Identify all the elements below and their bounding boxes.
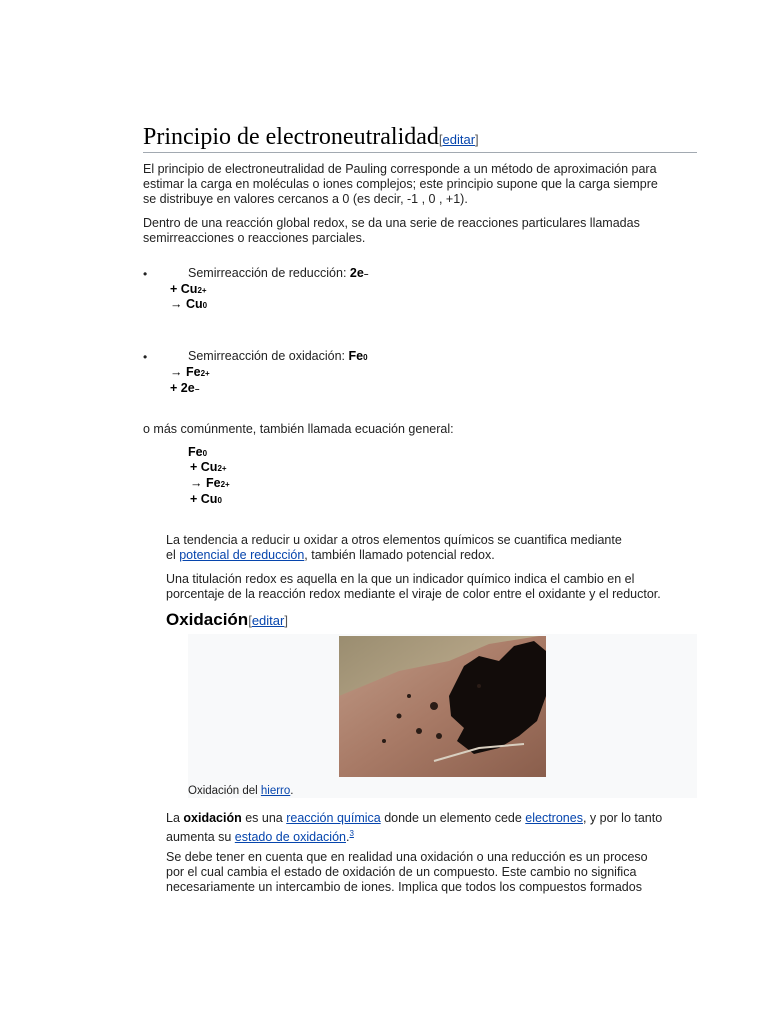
oxidation-line-3: + 2e− bbox=[170, 381, 200, 395]
list-item-oxidation: Semirreacción de oxidación: Fe0 bbox=[188, 349, 368, 363]
reduction-line-3: → Cu0 bbox=[170, 297, 208, 311]
edit-link[interactable]: [editar] bbox=[438, 132, 479, 147]
reduction-label: Semirreacción de reducción: bbox=[188, 266, 350, 280]
link-potencial-reduccion[interactable]: potencial de reducción bbox=[179, 548, 305, 562]
section-title: Oxidación bbox=[166, 610, 249, 629]
equation-line-1: Fe0 bbox=[188, 445, 208, 459]
section-heading-electroneutralidad bbox=[143, 124, 479, 151]
link-estado-oxidacion[interactable]: estado de oxidación bbox=[234, 830, 346, 845]
paragraph-redox-global: Dentro de una reacción global redox, se da una serie de reacciones particulares llamadas semirreacciones o reacciones parciales. bbox=[143, 216, 640, 245]
reduction-line-2: + Cu2+ bbox=[170, 282, 207, 296]
paragraph-titulacion: Una titulación redox es aquella en la que un indicador químico indica el cambio en el porcentaje de la reacción redox mediante el viraje de color entre el oxidante y el reductor. bbox=[166, 572, 661, 601]
paragraph-oxidacion-process: Se debe tener en cuenta que en realidad una oxidación o una reducción es un proceso por el cual cambia el estado de oxidación de un compuesto. Este cambio no significa necesariamente un intercambio de iones. Implica que todos los compuestos formados bbox=[166, 850, 648, 894]
link-electrones[interactable]: electrones bbox=[525, 811, 583, 825]
equation-line-3: → Fe2+ bbox=[190, 476, 230, 490]
figure-caption: Oxidación del hierro. bbox=[188, 785, 294, 797]
bullet-dot: • bbox=[143, 267, 148, 281]
list-item-reduction: Semirreacción de reducción: 2e− bbox=[188, 266, 369, 280]
paragraph-tendency: La tendencia a reducir u oxidar a otros elementos químicos se cuantifica mediante el potencial de reducción, también llamado potencial redox. bbox=[166, 533, 622, 562]
paragraph-pauling: El principio de electroneutralidad de Pauling corresponde a un método de aproximación para estimar la carga en moléculas o iones complejos; este principio supone que la carga siempre se distribuye en valores cercanos a 0 (es decir, -1 , 0 , +1). bbox=[143, 162, 658, 206]
bullet-dot: • bbox=[143, 350, 148, 364]
equation-line-4: + Cu0 bbox=[190, 492, 222, 506]
oxidation-line-2: → Fe2+ bbox=[170, 365, 210, 379]
heading-divider bbox=[143, 152, 697, 153]
equation-line-2: + Cu2+ bbox=[190, 460, 227, 474]
paragraph-oxidacion-def: La oxidación es una reacción química donde un elemento cede electrones, y por lo tanto aumenta su estado de oxidación.$^3$ bbox=[166, 811, 663, 845]
section-heading-oxidacion bbox=[166, 610, 288, 630]
link-hierro[interactable]: hierro bbox=[260, 785, 291, 797]
oxidation-label: Semirreacción de oxidación: bbox=[188, 349, 349, 363]
general-equation-intro: o más comúnmente, también llamada ecuación general: bbox=[143, 422, 454, 436]
rusted-iron-photo[interactable] bbox=[339, 636, 546, 777]
link-reaccion-quimica[interactable]: reacción química bbox=[286, 811, 381, 825]
edit-link[interactable]: [editar] bbox=[248, 613, 288, 628]
reference-marker: 3 bbox=[349, 829, 354, 838]
section-title: Principio de electroneutralidad bbox=[143, 124, 439, 150]
